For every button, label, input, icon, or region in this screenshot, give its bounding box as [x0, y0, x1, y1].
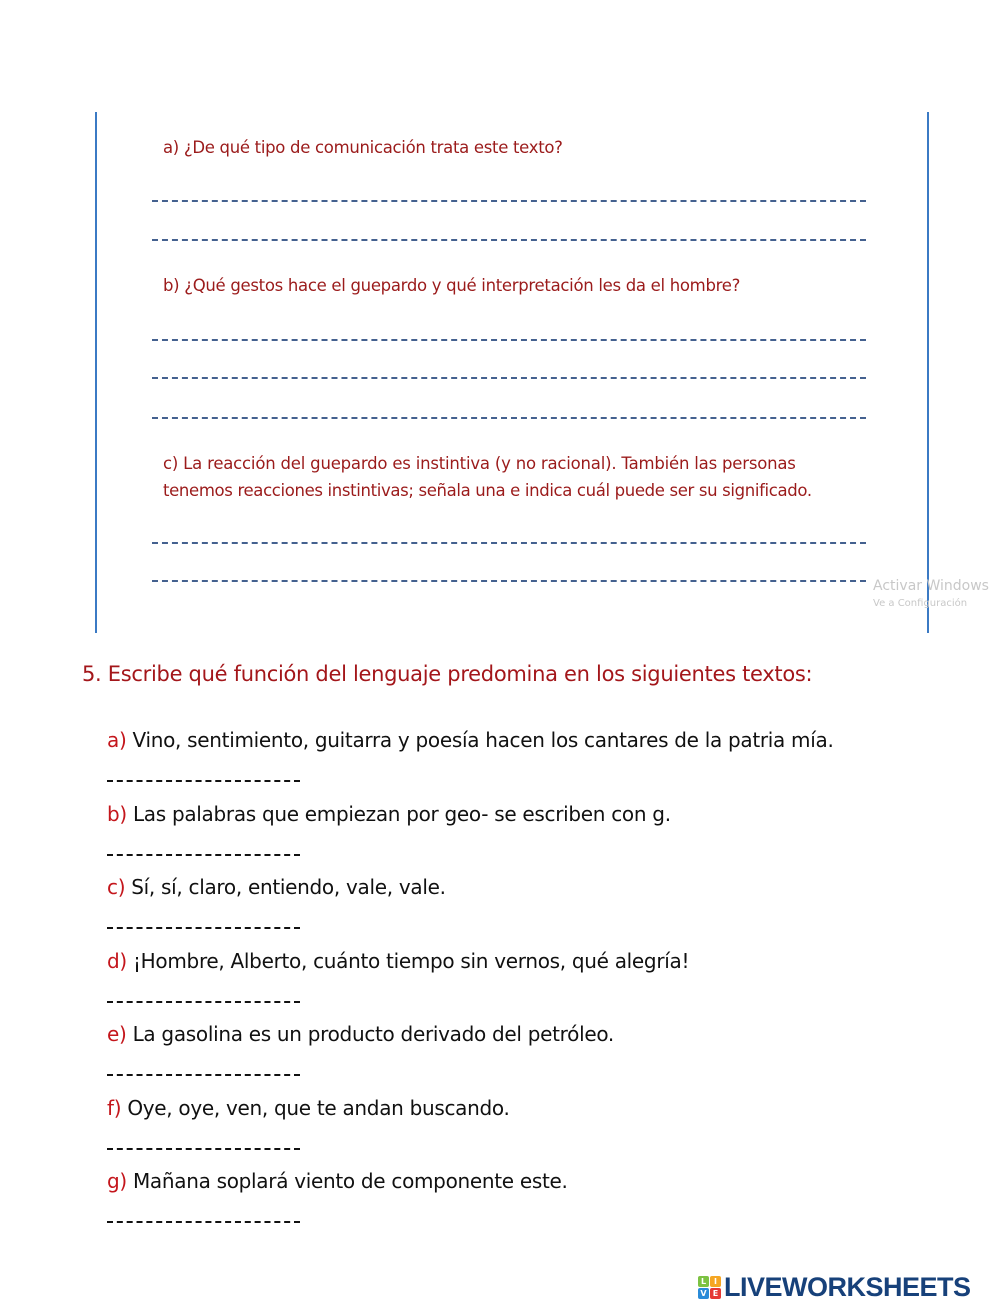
answer-line[interactable] — [152, 200, 866, 202]
item-text: ¡Hombre, Alberto, cuánto tiempo sin vernos, qué alegría! — [132, 948, 690, 973]
item-text: Sí, sí, claro, entiendo, vale, vale. — [131, 875, 446, 899]
exercise-item — [107, 1169, 568, 1193]
exercise-item — [107, 949, 689, 973]
section5-heading: 5. Escribe qué función del lenguaje predomina en los siguientes textos: — [82, 662, 813, 686]
item-text: Oye, oye, ven, que te andan buscando. — [127, 1095, 510, 1120]
watermark-line1: Activar Windows — [873, 578, 989, 594]
question-b: b) ¿Qué gestos hace el guepardo y qué interpretación les da el hombre? — [163, 276, 741, 295]
answer-blank[interactable] — [107, 1074, 300, 1076]
answer-line[interactable] — [152, 417, 866, 419]
item-text: La gasolina es un producto derivado del petróleo. — [132, 1022, 614, 1046]
item-text: Vino, sentimiento, guitarra y poesía hacen los cantares de la patria mía. — [132, 728, 834, 752]
item-text: Las palabras que empiezan por geo- se escriben con g. — [132, 801, 671, 826]
item-letter: g) — [107, 1169, 127, 1193]
answer-line[interactable] — [152, 339, 866, 341]
answer-blank[interactable] — [107, 1001, 300, 1003]
item-letter: f) — [107, 1095, 122, 1120]
box-right-border — [927, 112, 929, 633]
logo-text: LIVEWORKSHEETS — [724, 1272, 971, 1302]
liveworksheets-logo — [698, 1272, 971, 1303]
question-c-line1: c) La reacción del guepardo es instintiva (y no racional). También las personas — [163, 454, 796, 473]
exercise-item — [107, 1096, 510, 1120]
box-left-border — [95, 112, 97, 633]
logo-blocks-icon: L I V E — [698, 1276, 721, 1299]
item-letter: b) — [107, 801, 127, 826]
item-text: Mañana soplará viento de componente este. — [132, 1169, 568, 1193]
item-letter: a) — [107, 728, 127, 752]
answer-line[interactable] — [152, 239, 866, 241]
exercise-item — [107, 728, 834, 752]
item-letter: d) — [107, 948, 127, 973]
answer-blank[interactable] — [107, 854, 300, 856]
answer-blank[interactable] — [107, 927, 300, 929]
question-c-line2: tenemos reacciones instintivas; señala una e indica cuál puede ser su significado. — [163, 481, 812, 500]
item-letter: e) — [107, 1022, 127, 1046]
exercise-item — [107, 875, 446, 899]
watermark-line2: Ve a Configuración — [873, 598, 968, 609]
answer-line[interactable] — [152, 377, 866, 379]
answer-line[interactable] — [152, 580, 866, 582]
answer-blank[interactable] — [107, 780, 300, 782]
answer-blank[interactable] — [107, 1221, 300, 1223]
answer-blank[interactable] — [107, 1148, 300, 1150]
item-letter: c) — [107, 875, 126, 899]
answer-line[interactable] — [152, 542, 866, 544]
exercise-item — [107, 1022, 614, 1046]
exercise-item — [107, 802, 671, 826]
question-a: a) ¿De qué tipo de comunicación trata este texto? — [163, 138, 563, 157]
